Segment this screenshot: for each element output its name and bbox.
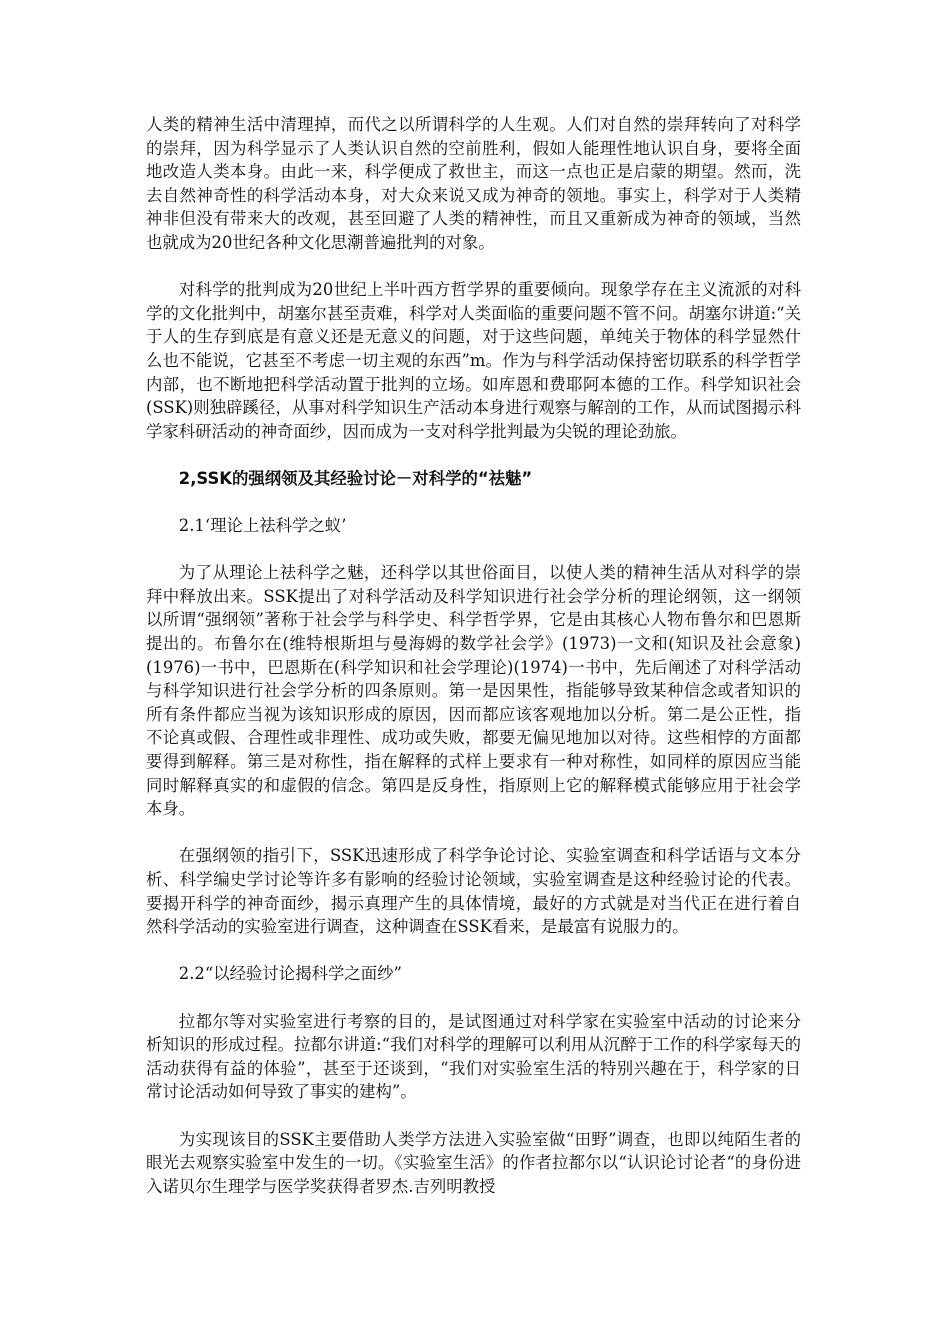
subsection-heading-2-1: 2.1‘理论上祛科学之蚁’ bbox=[178, 516, 347, 536]
paragraph-6: 为实现该目的SSK主要借助人类学方法进入实验室做“田野”调查，也即以纯陌生者的眼光去观察实验室中发生的一切。《实验室生活》的作者拉都尔以“认识论讨论者“的身份进入诺贝尔生理学与医学奖获得者罗杰.吉列明教授 bbox=[146, 1129, 801, 1196]
paragraph-5: 拉都尔等对实验室进行考察的目的，是试图通过对科学家在实验室中活动的讨论来分析知识的形成过程。拉都尔讲道:“我们对科学的理解可以利用从沉醉于工作的科学家每天的活动获得有益的体验”，甚至于还谈到，“我们对实验室生活的特别兴趣在于，科学家的日常讨论活动如何导致了事实的建构”。 bbox=[146, 1011, 801, 1102]
subsection-heading-2-2: 2.2“以经验讨论揭科学之面纱” bbox=[178, 964, 402, 984]
section-heading-2: 2,SSK的强纲领及其经验讨论－对科学的“祛魅” bbox=[178, 468, 533, 488]
paragraph-1: 人类的精神生活中清理掉，而代之以所谓科学的人生观。人们对自然的崇拜转向了对科学的崇拜，因为科学显示了人类认识自然的空前胜利，假如人能理性地认识自身，要将全面地改造人类本身。由此一来，科学便成了救世主，而这一点也正是启蒙的期望。然而，洗去自然神奇性的科学活动本身，对大众来说又成为神奇的领地。事实上，科学对于人类精神非但没有带来大的改观，甚至回避了人类的精神性，而且又重新成为神奇的领域，当然也就成为20世纪各种文化思潮普遍批判的对象。 bbox=[146, 115, 801, 252]
paragraph-3: 为了从理论上祛科学之魅，还科学以其世俗面目，以使人类的精神生活从对科学的崇拜中释放出来。SSK提出了对科学活动及科学知识进行社会学分析的理论纲领，这一纲领以所谓“强纲领”著称于社会学与科学史、科学哲学界，它是由其核心人物布鲁尔和巴恩斯提出的。布鲁尔在(维特根斯坦与曼海姆的数学社会学》(1973)一文和(知识及社会意象)(1976)一书中，巴恩斯在(科学知识和社会学理论)(1974)一书中，先后阐述了对科学活动与科学知识进行社会学分析的四条原则。第一是因果性，指能够导致某种信念或者知识的所有条件都应当视为该知识形成的原因，因而都应该客观地加以分析。第二是公正性，指不论真或假、合理性或非理性、成功或失败，都要无偏见地加以对待。这些相悖的方面都要得到解释。第三是对称性，指在解释的式样上要求有一种对称性，如同样的原因应当能同时解释真实的和虚假的信念。第四是反身性，指原则上它的解释模式能够应用于社会学本身。 bbox=[146, 563, 801, 819]
document-page bbox=[146, 113, 801, 1222]
paragraph-2: 对科学的批判成为20世纪上半叶西方哲学界的重要倾向。现象学存在主义流派的对科学的文化批判中，胡塞尔甚至责难，科学对人类面临的重要问题不管不问。胡塞尔讲道:“关于人的生存到底是有意义还是无意义的问题，对于这些问题，单纯关于物体的科学显然什么也不能说，它甚至不考虑一切主观的东西”m。作为与科学活动保持密切联系的科学哲学内部，也不断地把科学活动置于批判的立场。如库恩和费耶阿本德的工作。科学知识社会(SSK)则独辟蹊径，从事对科学知识生产活动本身进行观察与解剖的工作，从而试图揭示科学家科研活动的神奇面纱，因而成为一支对科学批判最为尖锐的理论劲旅。 bbox=[146, 280, 801, 441]
paragraph-4: 在强纲领的指引下，SSK迅速形成了科学争论讨论、实验室调查和科学话语与文本分析、科学编史学讨论等许多有影响的经验讨论领域，实验室调查是这种经验讨论的代表。要揭开科学的神奇面纱，揭示真理产生的具体情境，最好的方式就是对当代正在进行着自然科学活动的实验室进行调查，这种调查在SSK看来，是最富有说服力的。 bbox=[146, 846, 801, 937]
